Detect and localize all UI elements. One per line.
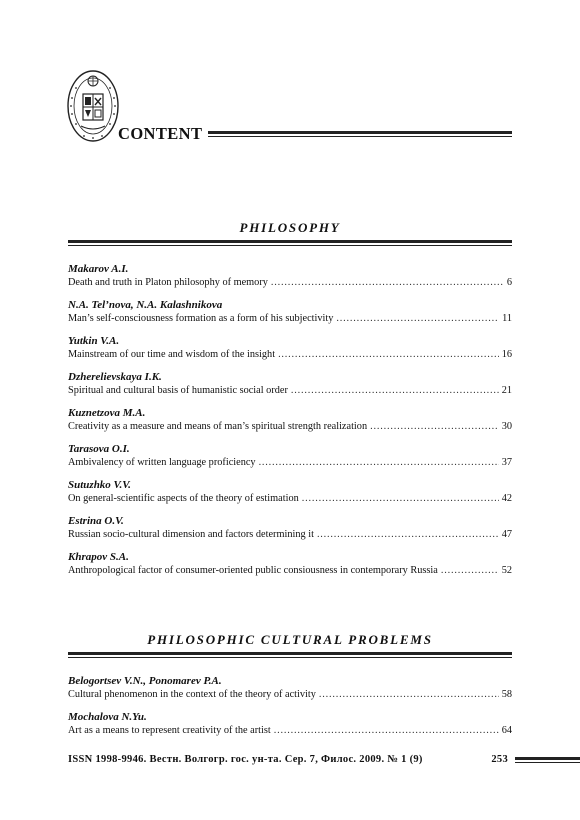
leader-dots: [319, 688, 499, 702]
leader-dots: [291, 384, 499, 398]
section-entries-philosophy: [68, 262, 512, 586]
entry-author: Yutkin V.A.: [68, 335, 120, 347]
toc-entry[interactable]: [68, 370, 512, 398]
leader-dots: [370, 420, 499, 434]
entry-page: 47: [501, 529, 512, 540]
entry-title: Man’s self-consciousness formation as a form of his subjectivity: [68, 313, 334, 324]
entry-line: [68, 492, 512, 506]
section-title-philosophy: PHILOSOPHY: [239, 220, 341, 235]
entry-page: 11: [502, 313, 512, 324]
toc-entry[interactable]: [68, 550, 512, 578]
entry-page: 30: [501, 421, 512, 432]
university-seal-icon: [66, 68, 120, 144]
entry-page: 21: [501, 385, 512, 396]
entry-title: Ambivalency of written language proficiency: [68, 457, 256, 468]
toc-entry[interactable]: [68, 334, 512, 362]
section-entries-philosophic-cultural-problems: [68, 674, 512, 746]
entry-page: 37: [501, 457, 512, 468]
entry-page: 16: [501, 349, 512, 360]
toc-entry[interactable]: [68, 710, 512, 738]
entry-title: Art as a means to represent creativity of the artist: [68, 725, 271, 736]
entry-page: 58: [501, 689, 512, 700]
entry-line: [68, 564, 512, 578]
entry-author: Makarov A.I.: [68, 263, 129, 275]
entry-line: [68, 528, 512, 542]
entry-title: Death and truth in Platon philosophy of memory: [68, 277, 268, 288]
entry-line: [68, 724, 512, 738]
footer-page-number: 253: [491, 754, 508, 765]
entry-author: Estrina O.V.: [68, 515, 124, 527]
leader-dots: [271, 276, 504, 290]
leader-dots: [302, 492, 499, 506]
leader-dots: [274, 724, 499, 738]
entry-line: [68, 312, 512, 326]
footer-rule: [515, 757, 580, 763]
section-rule-philosophy: [68, 240, 512, 246]
toc-entry[interactable]: [68, 478, 512, 506]
entry-line: [68, 276, 512, 290]
page-title: CONTENT: [118, 124, 203, 143]
entry-title: On general-scientific aspects of the theory of estimation: [68, 493, 299, 504]
entry-line: [68, 420, 512, 434]
entry-author: Tarasova O.I.: [68, 443, 130, 455]
entry-author: Khrapov S.A.: [68, 551, 129, 563]
toc-entry[interactable]: [68, 514, 512, 542]
entry-title: Mainstream of our time and wisdom of the insight: [68, 349, 276, 360]
entry-title: Spiritual and cultural basis of humanistic social order: [68, 385, 288, 396]
page-footer: [68, 754, 508, 765]
entry-author: Kuznetzova M.A.: [68, 407, 146, 419]
entry-title: Creativity as a measure and means of man’s spiritual strength realization: [68, 421, 368, 432]
entry-line: [68, 456, 512, 470]
entry-page: 64: [501, 725, 512, 736]
entry-title: Russian socio-cultural dimension and factors determining it: [68, 529, 314, 540]
entry-author: Mochalova N.Yu.: [68, 711, 147, 723]
content-heading: [118, 124, 512, 144]
entry-page: 42: [501, 493, 512, 504]
footer-citation: ISSN 1998-9946. Вестн. Волгогр. гос. ун-та. Сер. 7, Филос. 2009. № 1 (9): [68, 754, 423, 765]
section-title-philosophic-cultural-problems: PHILOSOPHIC CULTURAL PROBLEMS: [147, 632, 433, 647]
leader-dots: [278, 348, 499, 362]
entry-author: Sutuzhko V.V.: [68, 479, 131, 491]
toc-entry[interactable]: [68, 442, 512, 470]
entry-title: Anthropological factor of consumer-oriented public consiousness in contemporary Russia: [68, 565, 438, 576]
entry-author: N.A. Tel’nova, N.A. Kalashnikova: [68, 299, 223, 311]
leader-dots: [336, 312, 499, 326]
entry-line: [68, 384, 512, 398]
toc-entry[interactable]: [68, 674, 512, 702]
entry-author: Belogortsev V.N., Ponomarev P.A.: [68, 675, 222, 687]
toc-entry[interactable]: [68, 406, 512, 434]
entry-page: 52: [501, 565, 512, 576]
section-rule-philosophic-cultural-problems: [68, 652, 512, 658]
toc-entry[interactable]: [68, 298, 512, 326]
heading-rule: [208, 131, 512, 137]
entry-page: 6: [506, 277, 512, 288]
leader-dots: [259, 456, 499, 470]
leader-dots: [317, 528, 499, 542]
entry-author: Dzherelievskaya I.K.: [68, 371, 162, 383]
leader-dots: [441, 564, 499, 578]
entry-line: [68, 348, 512, 362]
toc-entry[interactable]: [68, 262, 512, 290]
entry-line: [68, 688, 512, 702]
entry-title: Cultural phenomenon in the context of the theory of activity: [68, 689, 316, 700]
